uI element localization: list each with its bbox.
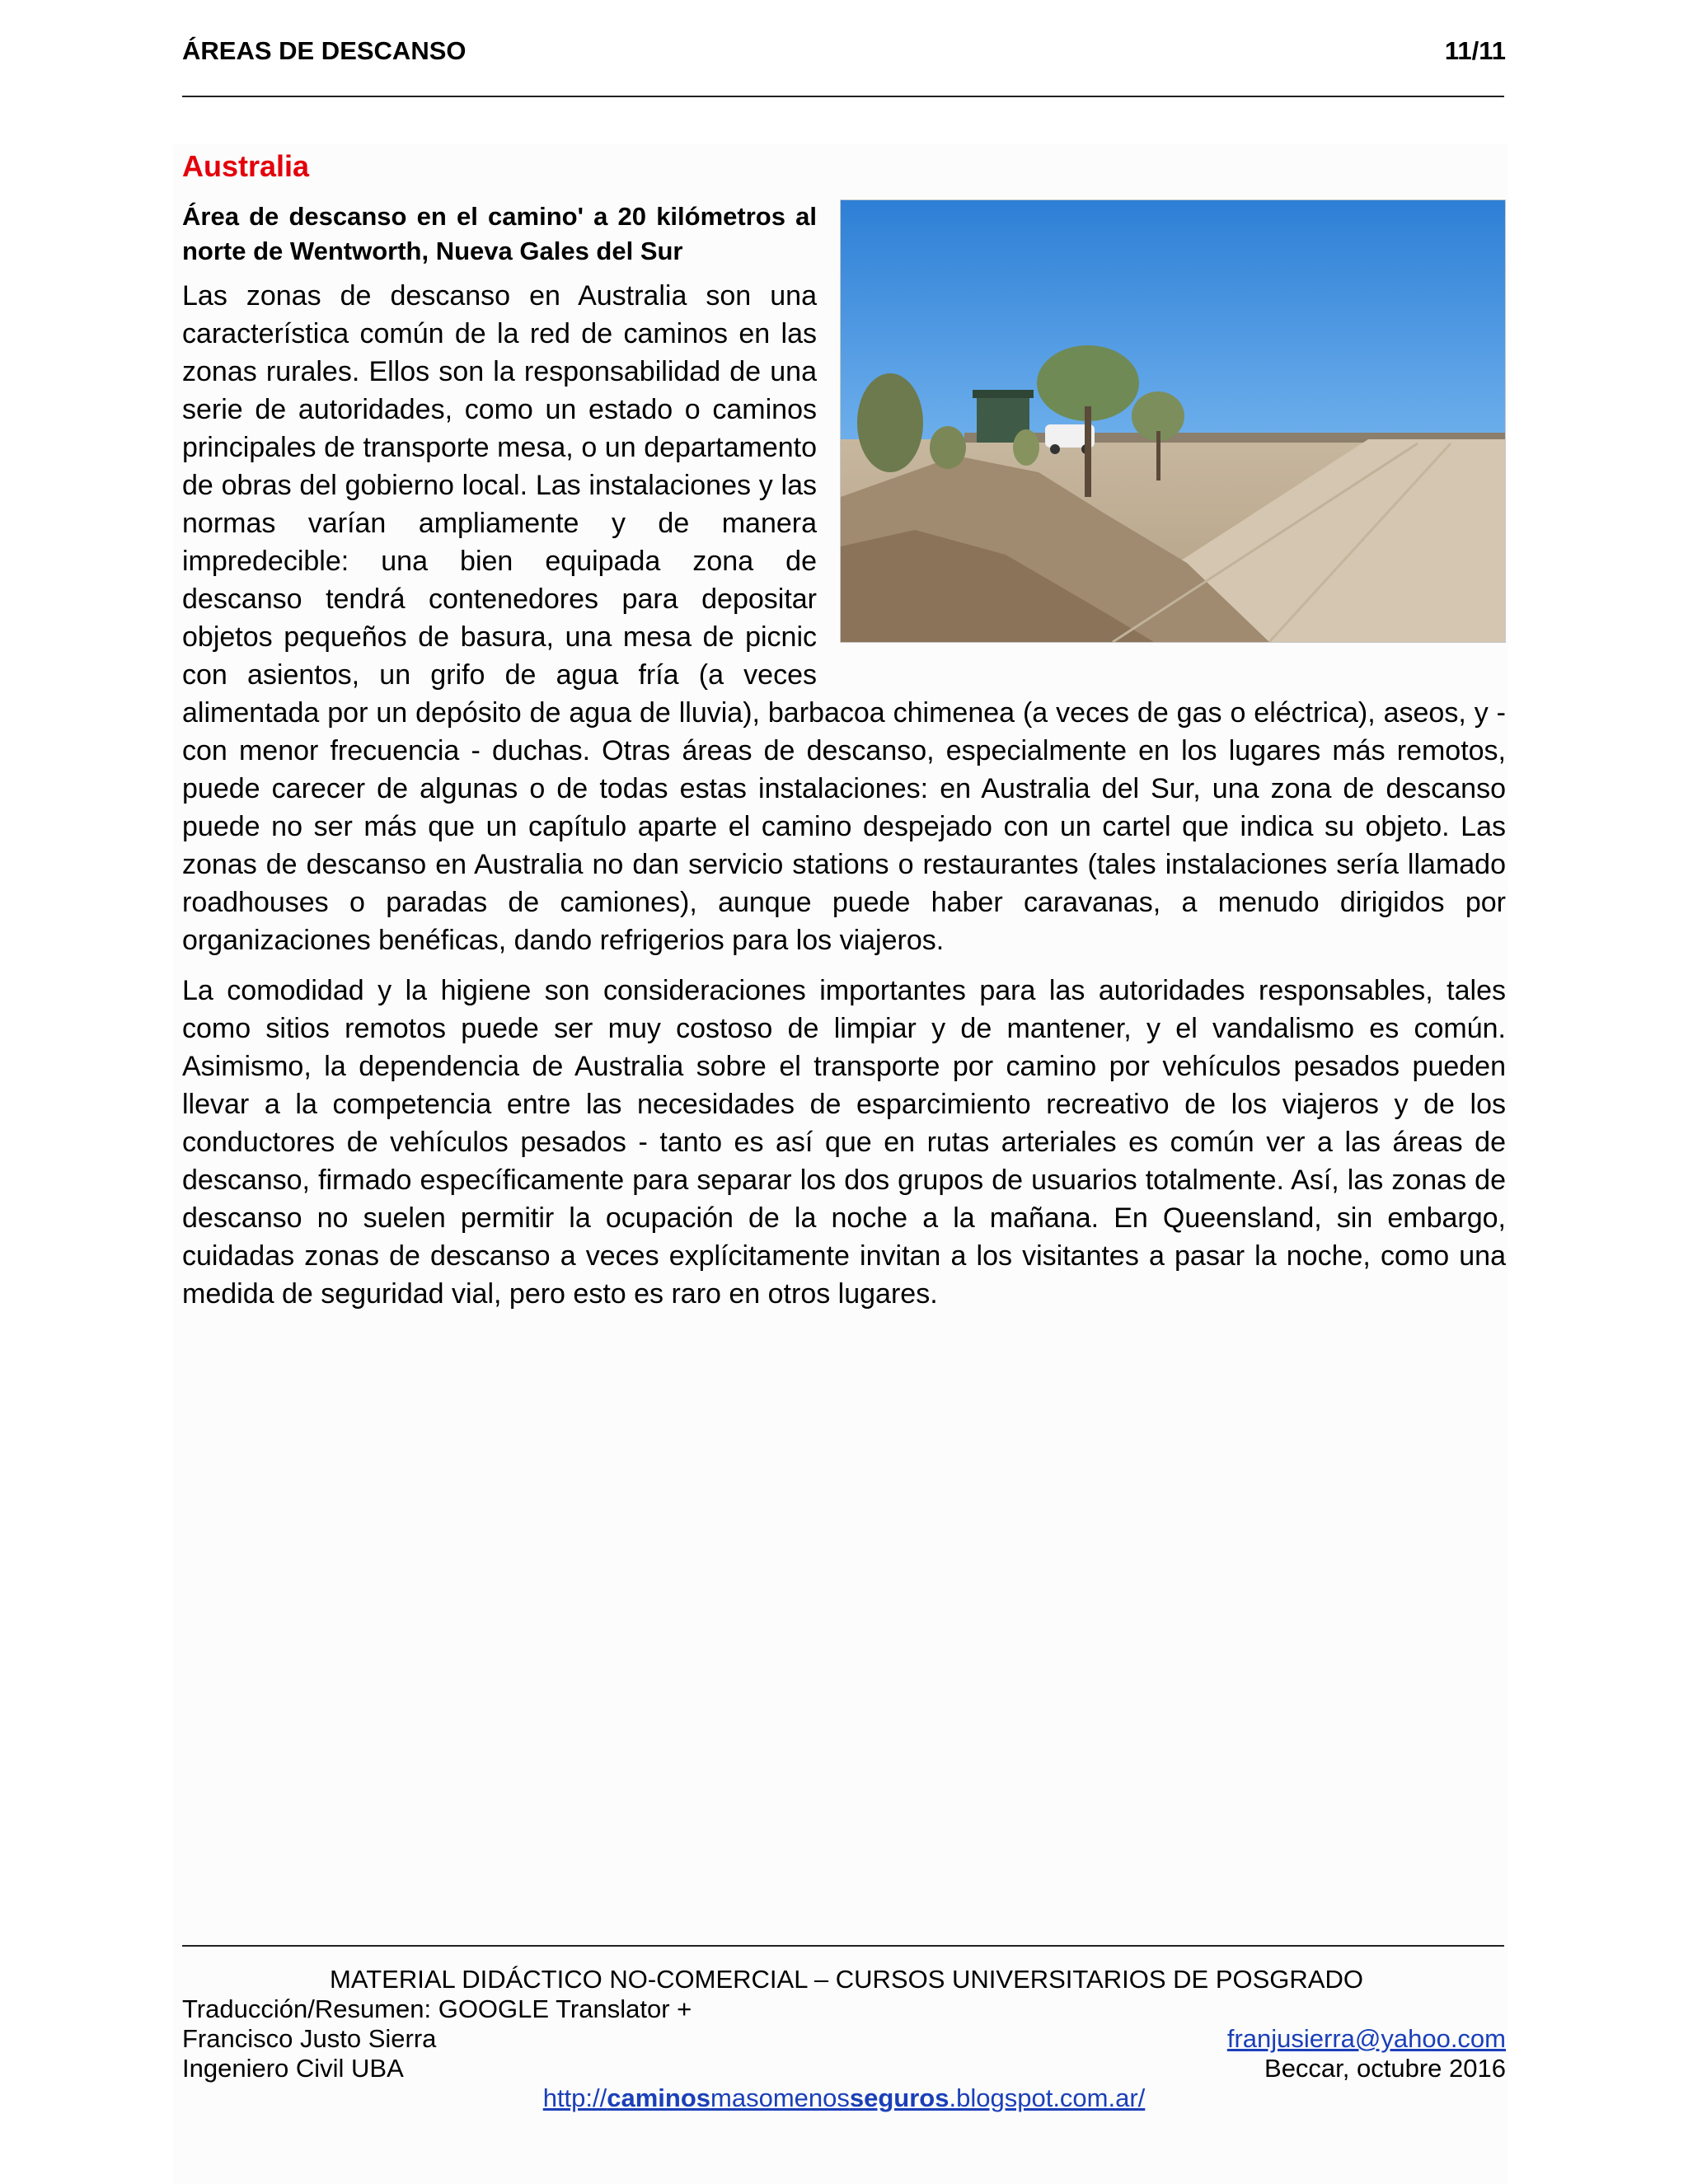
rest-area-photo xyxy=(840,199,1506,643)
section-title: Australia xyxy=(182,149,310,183)
footer-place-date: Beccar, octubre 2016 xyxy=(1264,2054,1506,2083)
header-rule xyxy=(182,96,1504,97)
footer-blog-link[interactable] xyxy=(543,2083,1146,2112)
footer-email-link[interactable]: franjusierra@yahoo.com xyxy=(1226,2024,1506,2053)
footer-disclaimer: MATERIAL DIDÁCTICO NO-COMERCIAL – CURSOS UNIVERSITARIOS DE POSGRADO xyxy=(330,1965,1363,1994)
header-title: ÁREAS DE DESCANSO xyxy=(182,36,467,65)
footer-author: Francisco Justo Sierra xyxy=(182,2024,437,2053)
blog-url-suffix: .blogspot.com.ar/ xyxy=(949,2083,1146,2112)
photo-caption: Área de descanso en el camino' a 20 kilómetros al norte de Wentworth, Nueva Gales del Sur xyxy=(182,202,817,265)
page-number: 11/11 xyxy=(1444,36,1506,65)
paragraph-2: La comodidad y la higiene son consideraciones importantes para las autoridades responsables, tales como sitios remotos puede ser muy costoso de limpiar y de mantener, y el vandalismo es común. Asimismo, la dependencia de Australia sobre el transporte por camino por vehículos pesados pueden llevar a la competencia entre las necesidades de esparcimiento recreativo de los viajeros y de los conductores de vehículos pesados - tanto es así que en rutas arteriales es común ver a las áreas de descanso, firmado específicamente para separar los dos grupos de usuarios totalmente. Así, las zonas de descanso no suelen permitir la ocupación de la noche a la mañana. En Queensland, sin embargo, cuidadas zonas de descanso a veces explícitamente invitan a los visitantes a pasar la noche, como una medida de seguridad vial, pero esto es raro en otros lugares. xyxy=(182,975,1506,1310)
blog-url-prefix: http:// xyxy=(542,2083,607,2112)
page-header xyxy=(182,36,1506,73)
footer-rule xyxy=(182,1945,1504,1947)
footer-translation: Traducción/Resumen: GOOGLE Translator + xyxy=(182,1994,692,2023)
blog-url-middle: masomenos xyxy=(710,2083,850,2112)
footer-author-title: Ingeniero Civil UBA xyxy=(182,2054,404,2083)
paragraph-1: Las zonas de descanso en Australia son una característica común de la red de caminos en las zonas rurales. Ellos son la responsabilidad de una serie de autoridades, como un estado o caminos principales de transporte mesa, o un departamento de obras del gobierno local. Las instalaciones y las normas varían ampliamente y de manera impredecible: una bien equipada zona de descanso tendrá contenedores para depositar objetos pequeños de basura, una mesa de picnic con asientos, un grifo de agua fría (a veces alimentada por un depósito de agua de lluvia), barbacoa chimenea (a veces de gas o eléctrica), aseos, y - con menor frecuencia - duchas. Otras áreas de descanso, especialmente en los lugares más remotos, puede carecer de algunas o de todas estas instalaciones: en Australia del Sur, una zona de descanso puede no ser más que un capítulo aparte el camino despejado con un cartel que indica su objeto. Las zonas de descanso en Australia no dan servicio stations o restaurantes (tales instalaciones sería llamado roadhouses o paradas de camiones), aunque puede haber caravanas, a menudo dirigidos por organizaciones benéficas, dando refrigerios para los viajeros. xyxy=(182,280,1506,956)
page-footer xyxy=(182,1965,1506,2113)
blog-url-bold-2: seguros xyxy=(849,2083,950,2112)
blog-url-bold-1: caminos xyxy=(607,2083,711,2112)
main-content xyxy=(182,148,1506,1325)
